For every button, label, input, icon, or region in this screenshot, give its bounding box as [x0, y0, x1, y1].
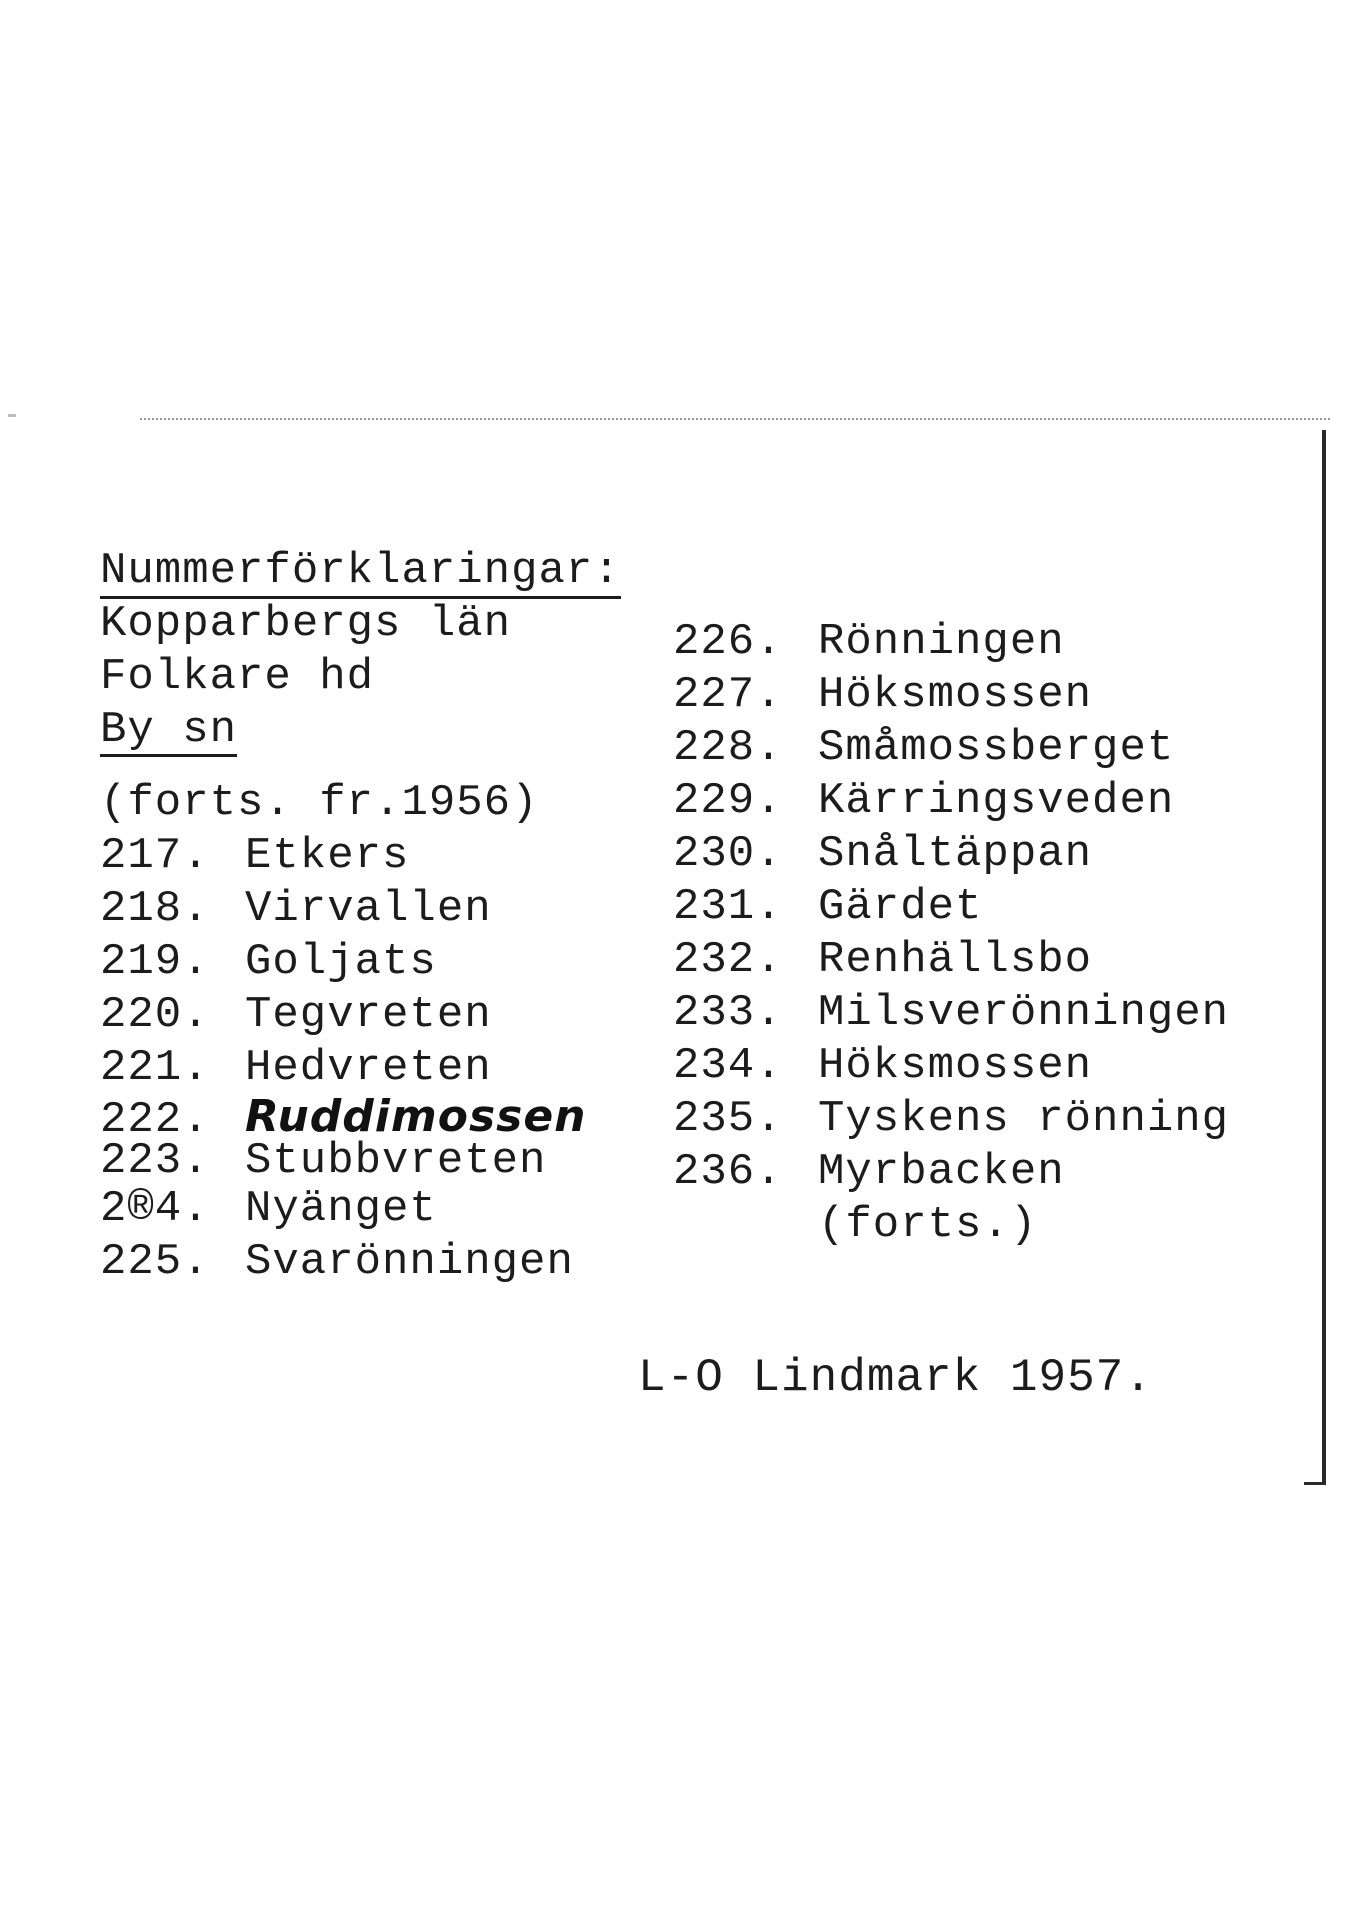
card-top-edge: [140, 418, 1330, 420]
entry-row: [673, 828, 1229, 881]
entry-row: [673, 722, 1229, 775]
card-right-edge-foot: [1304, 1482, 1326, 1485]
parish-line: [100, 704, 621, 757]
heading: Nummerförklaringar:: [100, 546, 621, 599]
entry-number: 232.: [673, 935, 783, 985]
entry-name: Kärringsveden: [818, 776, 1175, 826]
entry-name: Renhällsbo: [818, 935, 1093, 985]
entry-number: 222.: [100, 1095, 210, 1145]
entry-row: [673, 1040, 1229, 1093]
entry-number: 2®4.: [100, 1184, 210, 1234]
entry-row: [100, 1136, 621, 1186]
entry-number: 227.: [673, 670, 783, 720]
entry-name: Virvallen: [245, 884, 492, 934]
entry-name: Gärdet: [818, 882, 983, 932]
left-column: [100, 545, 621, 1289]
entry-number: 228.: [673, 723, 783, 773]
entry-row: [673, 934, 1229, 987]
entry-row: [100, 936, 621, 989]
signature-line: L-O Lindmark 1957.: [638, 1352, 1153, 1404]
entry-name: Rönningen: [818, 617, 1065, 667]
continued-note: (forts.): [818, 1200, 1038, 1250]
entry-name: Myrbacken: [818, 1147, 1065, 1197]
entry-name-handwritten: Ruddimossen: [245, 1091, 587, 1142]
heading-line: [100, 545, 621, 598]
entry-number: 220.: [100, 990, 210, 1040]
entry-name: Milsverönningen: [818, 988, 1230, 1038]
entry-number: 234.: [673, 1041, 783, 1091]
entry-name: Etkers: [245, 831, 410, 881]
entry-name: Hedvreten: [245, 1043, 492, 1093]
entry-row: [673, 616, 1229, 669]
entry-number: 233.: [673, 988, 783, 1038]
entry-name: Tegvreten: [245, 990, 492, 1040]
entry-number: 230.: [673, 829, 783, 879]
entry-name: Stubbvreten: [245, 1136, 547, 1186]
entry-row: [100, 883, 621, 936]
entry-row: [673, 1093, 1229, 1146]
entry-name: Höksmossen: [818, 1041, 1093, 1091]
entry-row: [673, 881, 1229, 934]
entry-row: [673, 775, 1229, 828]
entry-number: 217.: [100, 831, 210, 881]
entry-number: 225.: [100, 1237, 210, 1287]
entry-number: 229.: [673, 776, 783, 826]
entry-name: Småmossberget: [818, 723, 1175, 773]
stray-mark: [8, 414, 16, 417]
entry-number: 226.: [673, 617, 783, 667]
entry-number: 218.: [100, 884, 210, 934]
entry-row: [673, 987, 1229, 1040]
right-column: [673, 616, 1229, 1252]
entry-number: 236.: [673, 1147, 783, 1197]
entry-name: Svarönningen: [245, 1237, 574, 1287]
entry-row: [673, 1146, 1229, 1199]
entry-row: [100, 1183, 621, 1236]
entry-number: 223.: [100, 1136, 210, 1186]
continuation-note: (forts. fr.1956): [100, 778, 539, 828]
entry-number: 219.: [100, 937, 210, 987]
entry-name: Höksmossen: [818, 670, 1093, 720]
spacer: [100, 757, 621, 777]
entry-number: 221.: [100, 1043, 210, 1093]
entry-row: [100, 989, 621, 1042]
card-right-edge: [1322, 430, 1326, 1485]
entry-name: Goljats: [245, 937, 437, 987]
parish: By sn: [100, 705, 238, 755]
district: Folkare hd: [100, 652, 375, 702]
entry-number: 231.: [673, 882, 783, 932]
entry-row: [100, 1091, 621, 1145]
entry-name: Tyskens rönning: [818, 1094, 1230, 1144]
entry-row: [100, 1236, 621, 1289]
entry-row: [100, 1042, 621, 1095]
entry-number: 235.: [673, 1094, 783, 1144]
entry-name: Snåltäppan: [818, 829, 1093, 879]
entry-name: Nyänget: [245, 1184, 437, 1234]
entry-row: [100, 830, 621, 883]
entry-row: [673, 669, 1229, 722]
county: Kopparbergs län: [100, 599, 512, 649]
